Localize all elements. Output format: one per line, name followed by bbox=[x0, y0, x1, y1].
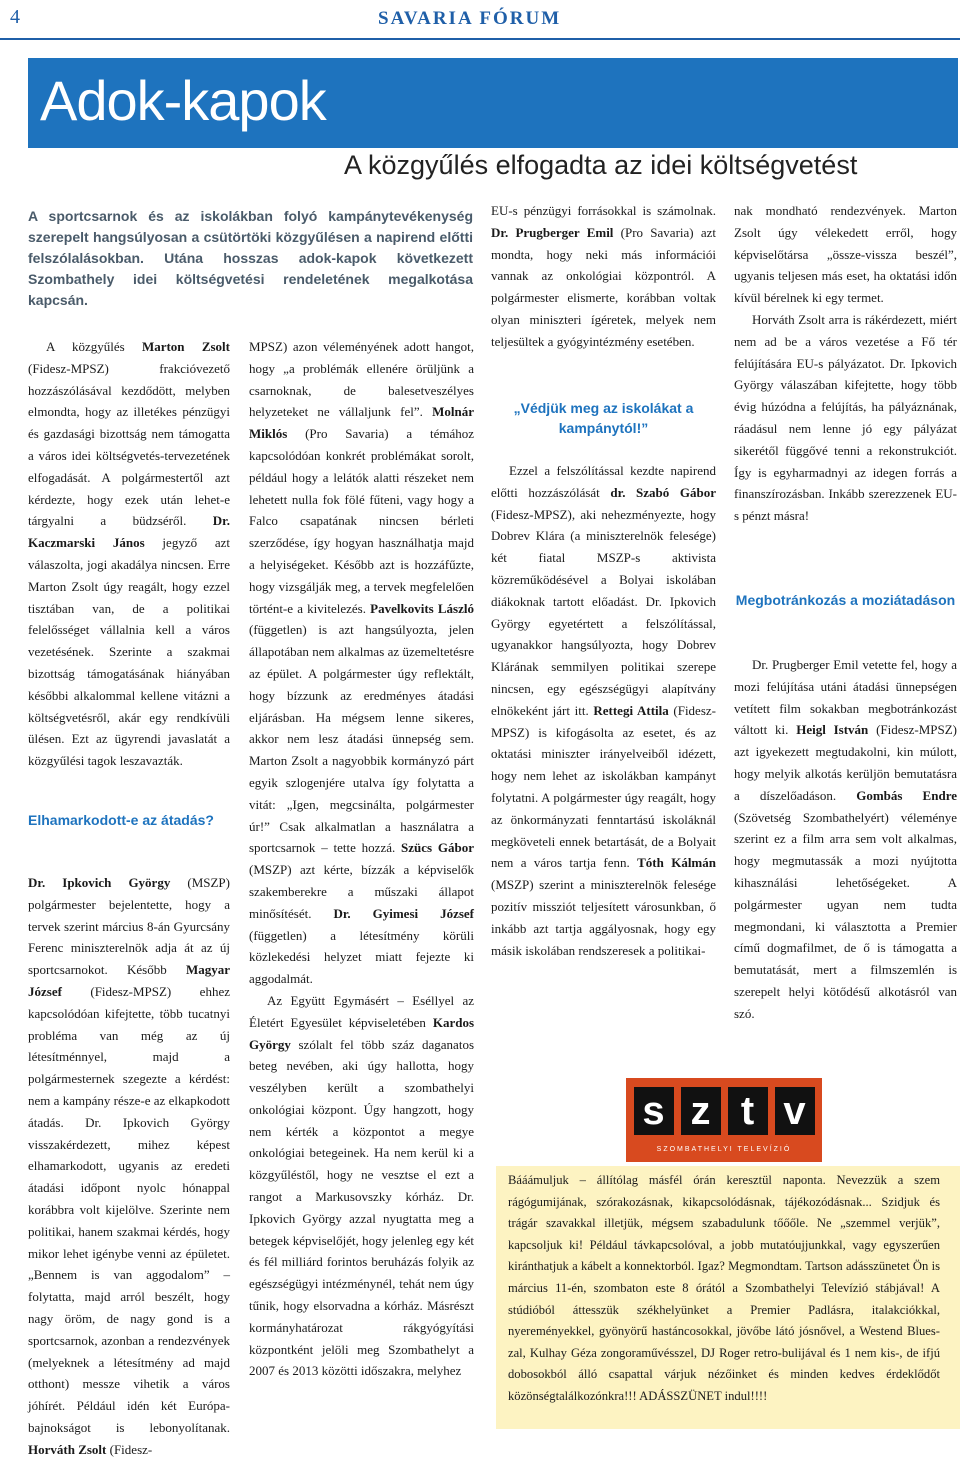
paragraph: Az Együtt Egymásért – Eséllyel az Életért Egyesület képviseletében Kardos György szólalt fel több száz daganatos beteg nevében, aki úgy hallotta, hogy veszélyben került a szombathelyi onkológiai központ. Úgy hangzott, hogy nem kérték a központot a megye onkológiai betegeinek. Ha nem kerül ki a közgyűléstől, hogy ne vesztse el ezt a rangot a Markusovszky kórház. Dr. Ipkovich György azzal nyugtatta meg a betegek képviselőjét, hogy jelenleg egy két és fél milliárd forintos beruházás folyik az egészségügyi intézménynél, tehát nem úgy tűnik, hogy elsorvadna a kórház. Másrészt kormányhatározat rákgyógyítási központként jelöli meg Szombathelyt a 2007 és 2013 közötti időszakra, melyhez bbox=[249, 992, 474, 1379]
logo-letter: s bbox=[634, 1087, 674, 1135]
publication-name: SAVARIA FÓRUM bbox=[378, 8, 562, 29]
paragraph: A közgyűlés Marton Zsolt (Fidesz-MPSZ) frakcióvezető hozzászólásával kezdődött, melyben elmondta, hogy az illetékes pénzügyi és gazdasági bizottság nem támogatta a város idei költségvetés-tervezetének elfogadását. A polgármestertől azt kérdezte, hogy ezek után lehet-e tárgyalni a büdzséről. Dr. Kaczmarski János jegyző azt válaszolta, jogi akadálya nincsen. Erre Marton Zsolt úgy reagált, hogy ezzel tisztában van, de a politikai felelősséget vállalnia kell a város vezetésének. Szerinte a szakmai bizottság támogatásának hiányában későbbi alkalommal kellene vitázni a költségvetésről, akár egy rendkívüli ülésen. Ezt az ügyrendi javaslatát a közgyűlési tagok leszavazták. bbox=[28, 339, 230, 769]
article-title: Adok-kapok bbox=[40, 69, 326, 132]
paragraph: Ezzel a felszólítással kezdte napirend előtti hozzászólását dr. Szabó Gábor (Fidesz-MPSZ), aki nehezményezte, hogy Dobrev Klára (a miniszterelnök felesége) két fiatal MSZP-s aktivista közreműködésével a Bolyai iskolában diákoknak tartott előadást. Dr. Ipkovich György egyetértett a felszólítással, ugyanakkor hangsúlyozta, hogy Dobrev Klárának semmilyen politikai szerepe nincsen, egy egészségügyi alapítvány elnökeként járt itt. Rettegi Attila (Fidesz-MPSZ) is kifogásolta az esetet, és az oktatási miniszter irányelveiből idézett, hogy nem lehet az iskolákban kampányt folytatni. A polgármester úgy reagált, hogy az önkormányzati fenntartású iskoláknál megköveteli ennek betartását, de a Bolyait nem a város tartja fenn. Tóth Kálmán (MSZP) szerint a miniszterelnök felesége pozitív missziót teljesített városunkban, ő inkább azt tartja aggályosnak, hogy egy másik iskolában rendszeresek a politikai- bbox=[491, 463, 716, 958]
paragraph: Dr. Ipkovich György (MSZP) polgármester bejelentette, hogy a tervek szerint március 8-án Gyurcsány Ferenc miniszterelnök adja át az új sportcsarnokot. Később Magyar József (Fidesz-MPSZ) ehhez kapcsolódóan kifejtette, több tucatnyi probléma van még az új létesítménnyel, majd a polgármesternek szegezte a kérdést: nem a kampány része-e az elkapkodott átadás. Dr. Ipkovich György visszakérdezett, mihez képest elhamarkodott, ugyanis az eredeti átadási időpont nyolc hónappal korábbra volt kijelölve. Szerinte nem politikai, hanem szakmai kérdés, hogy mikor lehet igénybe venni az épületet. „Bennem is van aggodalom” – folytatta, majd arról beszélt, hogy nagy öröm, de nagy gond is a sportcsarnok, azonban a rendezvények (melyeknek a létesítmény ad majd otthont) messze vihetik a város jóhírét. Például idén két Európa-bajnokságot is lebonyolítanak. Horváth Zsolt (Fidesz- bbox=[28, 875, 230, 1457]
sztv-tagline: SZOMBATHELYI TELEVÍZIÓ bbox=[656, 1146, 792, 1153]
paragraph: Dr. Prugberger Emil vetette fel, hogy a mozi felújítása utáni átadási ünnepségen vetített film sokakban megbotránkozást váltott ki. Heigl István (Fidesz-MPSZ) azt igyekezett megtudakolni, kin múlott, hogy melyik alkotás kerüljön bemutatásra a díszelőadáson. Gombás Endre (Szövetség Szombathelyért) véleménye szerint ez a film arra sem volt alkalmas, hogy megmutassák a mozi nyújtotta kihasználási lehetőségeket. A polgármester ugyan nem tudta megmondani, ki választotta a Premier című dogmafilmet, de ő is támogatta a bemutatását, mert a filmszemlén is szerepelt helyi kötődésű alkotásról van szó. bbox=[734, 657, 957, 1021]
subheading-handover: Elhamarkodott-e az átadás? bbox=[28, 812, 214, 828]
logo-letter: v bbox=[775, 1087, 815, 1135]
page-number: 4 bbox=[10, 6, 20, 28]
paragraph: MPSZ) azon véleményének adott hangot, hogy „a problémák ellenére örüljünk a csarnoknak, de balesetveszélyes helyzeteket ne vállaljunk fel”. Molnár Miklós (Pro Savaria) a témához kapcsolódóan konkrét problémákat sorolt, például hogy a lelátók alatti részeket nem lehetett nulla fok fölé fűteni, vagy hogy a Falco csapatának nincsen bérleti szerződése, így hogyan használhatja majd a helyiségeket. Később azt is hozzáfűzte, hogy vizsgálják meg, a tervek megfelelően történt-e a kivitelezés. Pavelkovits László (független) is azt hangsúlyozta, jelen állapotában nem alkalmas az üzemeltetésre az épület. A polgármester úgy reflektált, hogy bízzunk az eredményes átadási eljárásban. Ha mégsem lenne sikeres, akkor nem lesz átadási ünnepség sem. Marton Zsolt a nagyobbik kormányzó párt egyik szlogenjére utalva így folytatta a vitát: „Igen, megcsinálta, polgármester úr!” Csak alkalmatlan a használatra a sportcsarnok – tette hozzá. Szücs Gábor (MSZP) azt kérte, bízzák a képviselők szakemberekre a műszaki állapot minősítését. Dr. Gyimesi József (független) a létesítmény körüli közlekedési helyzet miatt fejezte ki aggodalmát. bbox=[249, 339, 475, 987]
column-1 bbox=[28, 336, 230, 772]
advertisement-text: Bááámuljuk – állítólag másfél órán keresztül naponta. Nevezzük a szem rágógumijának, szórakozásnak, kikapcsolódásnak, tájékozódásnak... Szidjuk és trágár szavakkal illetjük, mégsem szabadulunk tőőőle. Ne „szemmel verjük”, kapcsoljuk ki! Például távkapcsolóval, a jobb mutatóujjunkkal, vagy egyszerűen kiránthatjuk a kábelt a konnektorból. Igaz? Megmondtam. Tartson adásszünetet Ön is március 11-én, szombaton este 8 órától a Szombathelyi Televízió stábjával! A stúdióból áttesszük székhelyünket a Premier Padlásra, italakciókkal, nyereményekkel, gyönyörű hastáncosokkal, jövőbe látó jósnővel, a Westend Blues-zal, Kulhay Géza zongoraművésszel, DJ Roger retro-bulijával és 1 nem kis-, de ifjú dobosokból álló csapattal várjuk nézőinket és minden kedves érdeklődőt közönségtalálkozónkra!!! ADÁSSZÜNET indul!!!! bbox=[508, 1173, 940, 1403]
subheading-cinema: Megbotránkozás a moziátadáson bbox=[735, 592, 956, 608]
sztv-logo-letters bbox=[630, 1082, 818, 1140]
column-1-continued bbox=[28, 872, 230, 1461]
article-subtitle: A közgyűlés elfogadta az idei költségvetést bbox=[344, 150, 858, 180]
column-4-continued bbox=[734, 654, 957, 1025]
paragraph: Horváth Zsolt arra is rákérdezett, miért nem ad be a város vezetése a Fő tér felújítására EU-s pályázatot. Dr. Ipkovich György válaszában kifejtette, hogy több évig húzódna a felújítás, ha pályáznának, ráadásul nem lenne jó egy pályázat sikerétől függővé tenni a rekonstrukciót. Így is egyharmadnyi az idegen forrás a finanszírozásban. Inkább szerezzenek EU-s pénzt másra! bbox=[734, 311, 957, 524]
column-4 bbox=[734, 200, 957, 527]
column-2 bbox=[249, 336, 474, 1382]
paragraph: nak mondható rendezvények. Marton Zsolt úgy vélekedett erről, hogy képviselőtársa „össze-vissza beszél”, ugyanis teljesen más eset, ha oktatási időn kívül bérelnek ki egy termet. bbox=[734, 203, 957, 306]
subheading-schools: „Védjük meg az iskolákat a kampánytól!” bbox=[513, 400, 694, 436]
article-lead: A sportcsarnok és az iskolákban folyó kampánytevékenység szerepelt hangsúlyosan a csütörtöki közgyűlésen a napirend előtti felszólalásokban. Utána hosszas adok-kapok következett Szombathely idei költségvetési rendeletének megalkotása kapcsán. bbox=[28, 208, 473, 308]
logo-letter: z bbox=[681, 1087, 721, 1135]
column-3-continued bbox=[491, 460, 716, 961]
header-rule bbox=[0, 38, 960, 40]
column-3 bbox=[491, 200, 716, 353]
paragraph: EU-s pénzügyi forrásokkal is számolnak. Dr. Prugberger Emil (Pro Savaria) azt mondta, hogy neki más információi vannak az onkológiai központról. A polgármester elismerte, korábban voltak olyan miniszteri ígéretek, melyek nem teljesültek a gyógyintézmény esetében. bbox=[491, 203, 716, 349]
logo-letter: t bbox=[728, 1087, 768, 1135]
